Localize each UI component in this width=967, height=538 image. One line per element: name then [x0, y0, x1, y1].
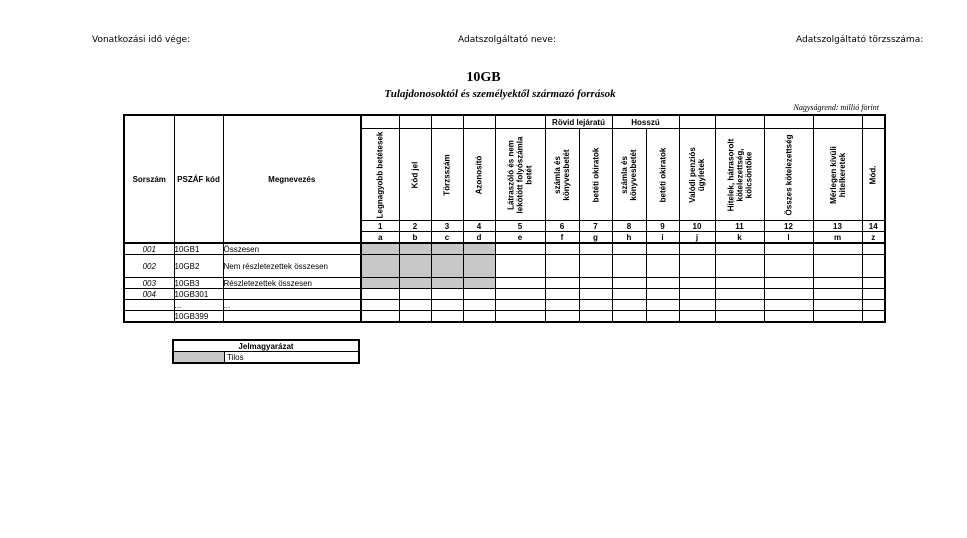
cell[interactable]: [764, 300, 813, 311]
cell[interactable]: [862, 311, 885, 323]
column-letter: l: [764, 232, 813, 244]
row-code: 10GB1: [174, 243, 223, 255]
cell[interactable]: [612, 289, 646, 300]
column-letter: k: [715, 232, 764, 244]
cell[interactable]: [715, 300, 764, 311]
column-number: 2: [399, 221, 431, 232]
column-header: Valódi penziós ügyletek: [688, 146, 706, 203]
cell: [463, 278, 495, 289]
cell[interactable]: [646, 300, 679, 311]
row-name: [223, 289, 361, 300]
cell[interactable]: [399, 300, 431, 311]
cell[interactable]: [545, 278, 579, 289]
column-header: Hitelek, hátrasorolt kötelezettség, kölcsöntőke: [726, 138, 753, 211]
column-number: 7: [579, 221, 612, 232]
cell[interactable]: [463, 311, 495, 323]
cell[interactable]: [646, 289, 679, 300]
cell[interactable]: [715, 289, 764, 300]
cell[interactable]: [764, 243, 813, 255]
column-number: 14: [862, 221, 885, 232]
provider-name-label: Adatszolgáltató neve:: [458, 35, 556, 45]
row-code: ...: [174, 300, 223, 311]
short-term-group: Rövid lejáratú: [545, 115, 612, 129]
row-number: 003: [124, 278, 174, 289]
column-letter: m: [813, 232, 862, 244]
group-header-row: [124, 115, 885, 129]
column-number: 10: [679, 221, 715, 232]
column-header: Kód jel: [410, 161, 420, 188]
row-code: 10GB3: [174, 278, 223, 289]
cell: [431, 243, 463, 255]
cell[interactable]: [545, 300, 579, 311]
column-letter: i: [646, 232, 679, 244]
cell[interactable]: [679, 311, 715, 323]
cell[interactable]: [679, 300, 715, 311]
cell[interactable]: [431, 289, 463, 300]
cell[interactable]: [813, 300, 862, 311]
legend-title: Jelmagyarázat: [173, 340, 359, 352]
cell[interactable]: [813, 289, 862, 300]
cell: [361, 255, 399, 278]
cell[interactable]: [612, 300, 646, 311]
row-name: ...: [223, 300, 361, 311]
cell: [431, 278, 463, 289]
cell[interactable]: [646, 243, 679, 255]
cell: [361, 243, 399, 255]
cell[interactable]: [545, 289, 579, 300]
cell[interactable]: [764, 311, 813, 323]
column-header: Látraszóló és nem lekötött folyószámla betét: [506, 136, 534, 213]
table-row: [124, 255, 885, 278]
cell[interactable]: [679, 289, 715, 300]
cell[interactable]: [612, 278, 646, 289]
cell[interactable]: [679, 255, 715, 278]
column-letter: b: [399, 232, 431, 244]
column-letter: d: [463, 232, 495, 244]
cell[interactable]: [579, 243, 612, 255]
cell[interactable]: [545, 255, 579, 278]
row-number: 004: [124, 289, 174, 300]
cell[interactable]: [813, 243, 862, 255]
column-number: 5: [495, 221, 545, 232]
long-term-group: Hosszú: [612, 115, 679, 129]
cell[interactable]: [545, 243, 579, 255]
cell[interactable]: [431, 300, 463, 311]
cell[interactable]: [361, 289, 399, 300]
column-number: 9: [646, 221, 679, 232]
column-letter: z: [862, 232, 885, 244]
cell[interactable]: [579, 289, 612, 300]
cell[interactable]: [579, 311, 612, 323]
column-number: 6: [545, 221, 579, 232]
row-number: [124, 300, 174, 311]
row-code: 10GB2: [174, 255, 223, 278]
table-row: [124, 243, 885, 255]
cell[interactable]: [715, 311, 764, 323]
report-table: [123, 114, 886, 323]
row-name: Részletezettek összesen: [223, 278, 361, 289]
cell[interactable]: [495, 243, 545, 255]
row-number: 001: [124, 243, 174, 255]
pszaf-header: PSZÁF kód: [174, 115, 223, 243]
column-header: Törzsszám: [442, 153, 452, 196]
form-subtitle: Tulajdonosoktól és személyektől származó források: [384, 88, 616, 100]
megnevezes-header: Megnevezés: [223, 115, 361, 243]
row-name: Összesen: [223, 243, 361, 255]
column-header: számla és könyvesbetét: [553, 148, 571, 201]
cell: [431, 255, 463, 278]
row-code: 10GB399: [174, 311, 223, 323]
column-header: betéti okiratok: [591, 147, 600, 202]
column-letter: e: [495, 232, 545, 244]
column-letter: f: [545, 232, 579, 244]
table-row: [124, 289, 885, 300]
cell[interactable]: [813, 311, 862, 323]
column-number: 13: [813, 221, 862, 232]
column-number: 4: [463, 221, 495, 232]
column-letter: g: [579, 232, 612, 244]
cell[interactable]: [862, 243, 885, 255]
cell[interactable]: [545, 311, 579, 323]
cell[interactable]: [646, 255, 679, 278]
cell[interactable]: [679, 278, 715, 289]
cell[interactable]: [862, 289, 885, 300]
cell[interactable]: [862, 255, 885, 278]
table-row: [124, 311, 885, 323]
cell[interactable]: [715, 255, 764, 278]
cell[interactable]: [764, 278, 813, 289]
period-end-label: Vonatkozási idő vége:: [92, 35, 191, 45]
legend-table: [172, 339, 360, 364]
cell[interactable]: [612, 311, 646, 323]
cell[interactable]: [495, 278, 545, 289]
column-letter: h: [612, 232, 646, 244]
column-header: Mód.: [868, 165, 878, 184]
column-number: 3: [431, 221, 463, 232]
column-number: 1: [361, 221, 399, 232]
legend-swatch: [173, 352, 225, 364]
cell[interactable]: [431, 311, 463, 323]
column-number: 8: [612, 221, 646, 232]
cell[interactable]: [612, 255, 646, 278]
column-header: Mérlegen kívüli hitelkeretek: [828, 145, 847, 204]
column-header: Legnagyobb betétesek: [375, 131, 385, 218]
cell[interactable]: [495, 311, 545, 323]
column-letter: a: [361, 232, 399, 244]
cell[interactable]: [495, 289, 545, 300]
cell[interactable]: [813, 278, 862, 289]
cell[interactable]: [862, 278, 885, 289]
cell[interactable]: [764, 289, 813, 300]
cell[interactable]: [361, 300, 399, 311]
cell[interactable]: [579, 300, 612, 311]
cell[interactable]: [679, 243, 715, 255]
cell[interactable]: [612, 243, 646, 255]
legend-item-label: Tilos: [225, 352, 360, 364]
cell[interactable]: [579, 255, 612, 278]
provider-id-label: Adatszolgáltató törzsszáma:: [796, 35, 924, 45]
cell[interactable]: [715, 243, 764, 255]
cell: [399, 255, 431, 278]
column-number: 11: [715, 221, 764, 232]
table-row: [124, 278, 885, 289]
column-header: Összes kötelezettség: [784, 134, 793, 215]
cell[interactable]: [813, 255, 862, 278]
form-title: 10GB: [466, 70, 501, 85]
cell[interactable]: [764, 255, 813, 278]
column-letter: c: [431, 232, 463, 244]
cell[interactable]: [463, 289, 495, 300]
column-header: Azonosító: [474, 155, 484, 194]
row-number: 002: [124, 255, 174, 278]
cell[interactable]: [399, 289, 431, 300]
row-number: [124, 311, 174, 323]
cell[interactable]: [715, 278, 764, 289]
cell[interactable]: [495, 255, 545, 278]
row-code: 10GB301: [174, 289, 223, 300]
table-row: [124, 300, 885, 311]
cell: [399, 278, 431, 289]
row-name: [223, 311, 361, 323]
cell: [399, 243, 431, 255]
row-name: Nem részletezettek összesen: [223, 255, 361, 278]
cell[interactable]: [646, 278, 679, 289]
cell[interactable]: [495, 300, 545, 311]
unit-note: Nagyságrend: millió forint: [793, 103, 879, 112]
column-letter: j: [679, 232, 715, 244]
cell: [463, 255, 495, 278]
cell: [463, 243, 495, 255]
column-header: betéti okiratok: [658, 147, 667, 202]
cell: [361, 278, 399, 289]
cell[interactable]: [399, 311, 431, 323]
cell[interactable]: [463, 300, 495, 311]
cell[interactable]: [579, 278, 612, 289]
column-number: 12: [764, 221, 813, 232]
sorszam-header: Sorszám: [124, 115, 174, 243]
cell[interactable]: [862, 300, 885, 311]
cell[interactable]: [361, 311, 399, 323]
column-header: számla és könyvesbetét: [620, 148, 638, 201]
cell[interactable]: [646, 311, 679, 323]
